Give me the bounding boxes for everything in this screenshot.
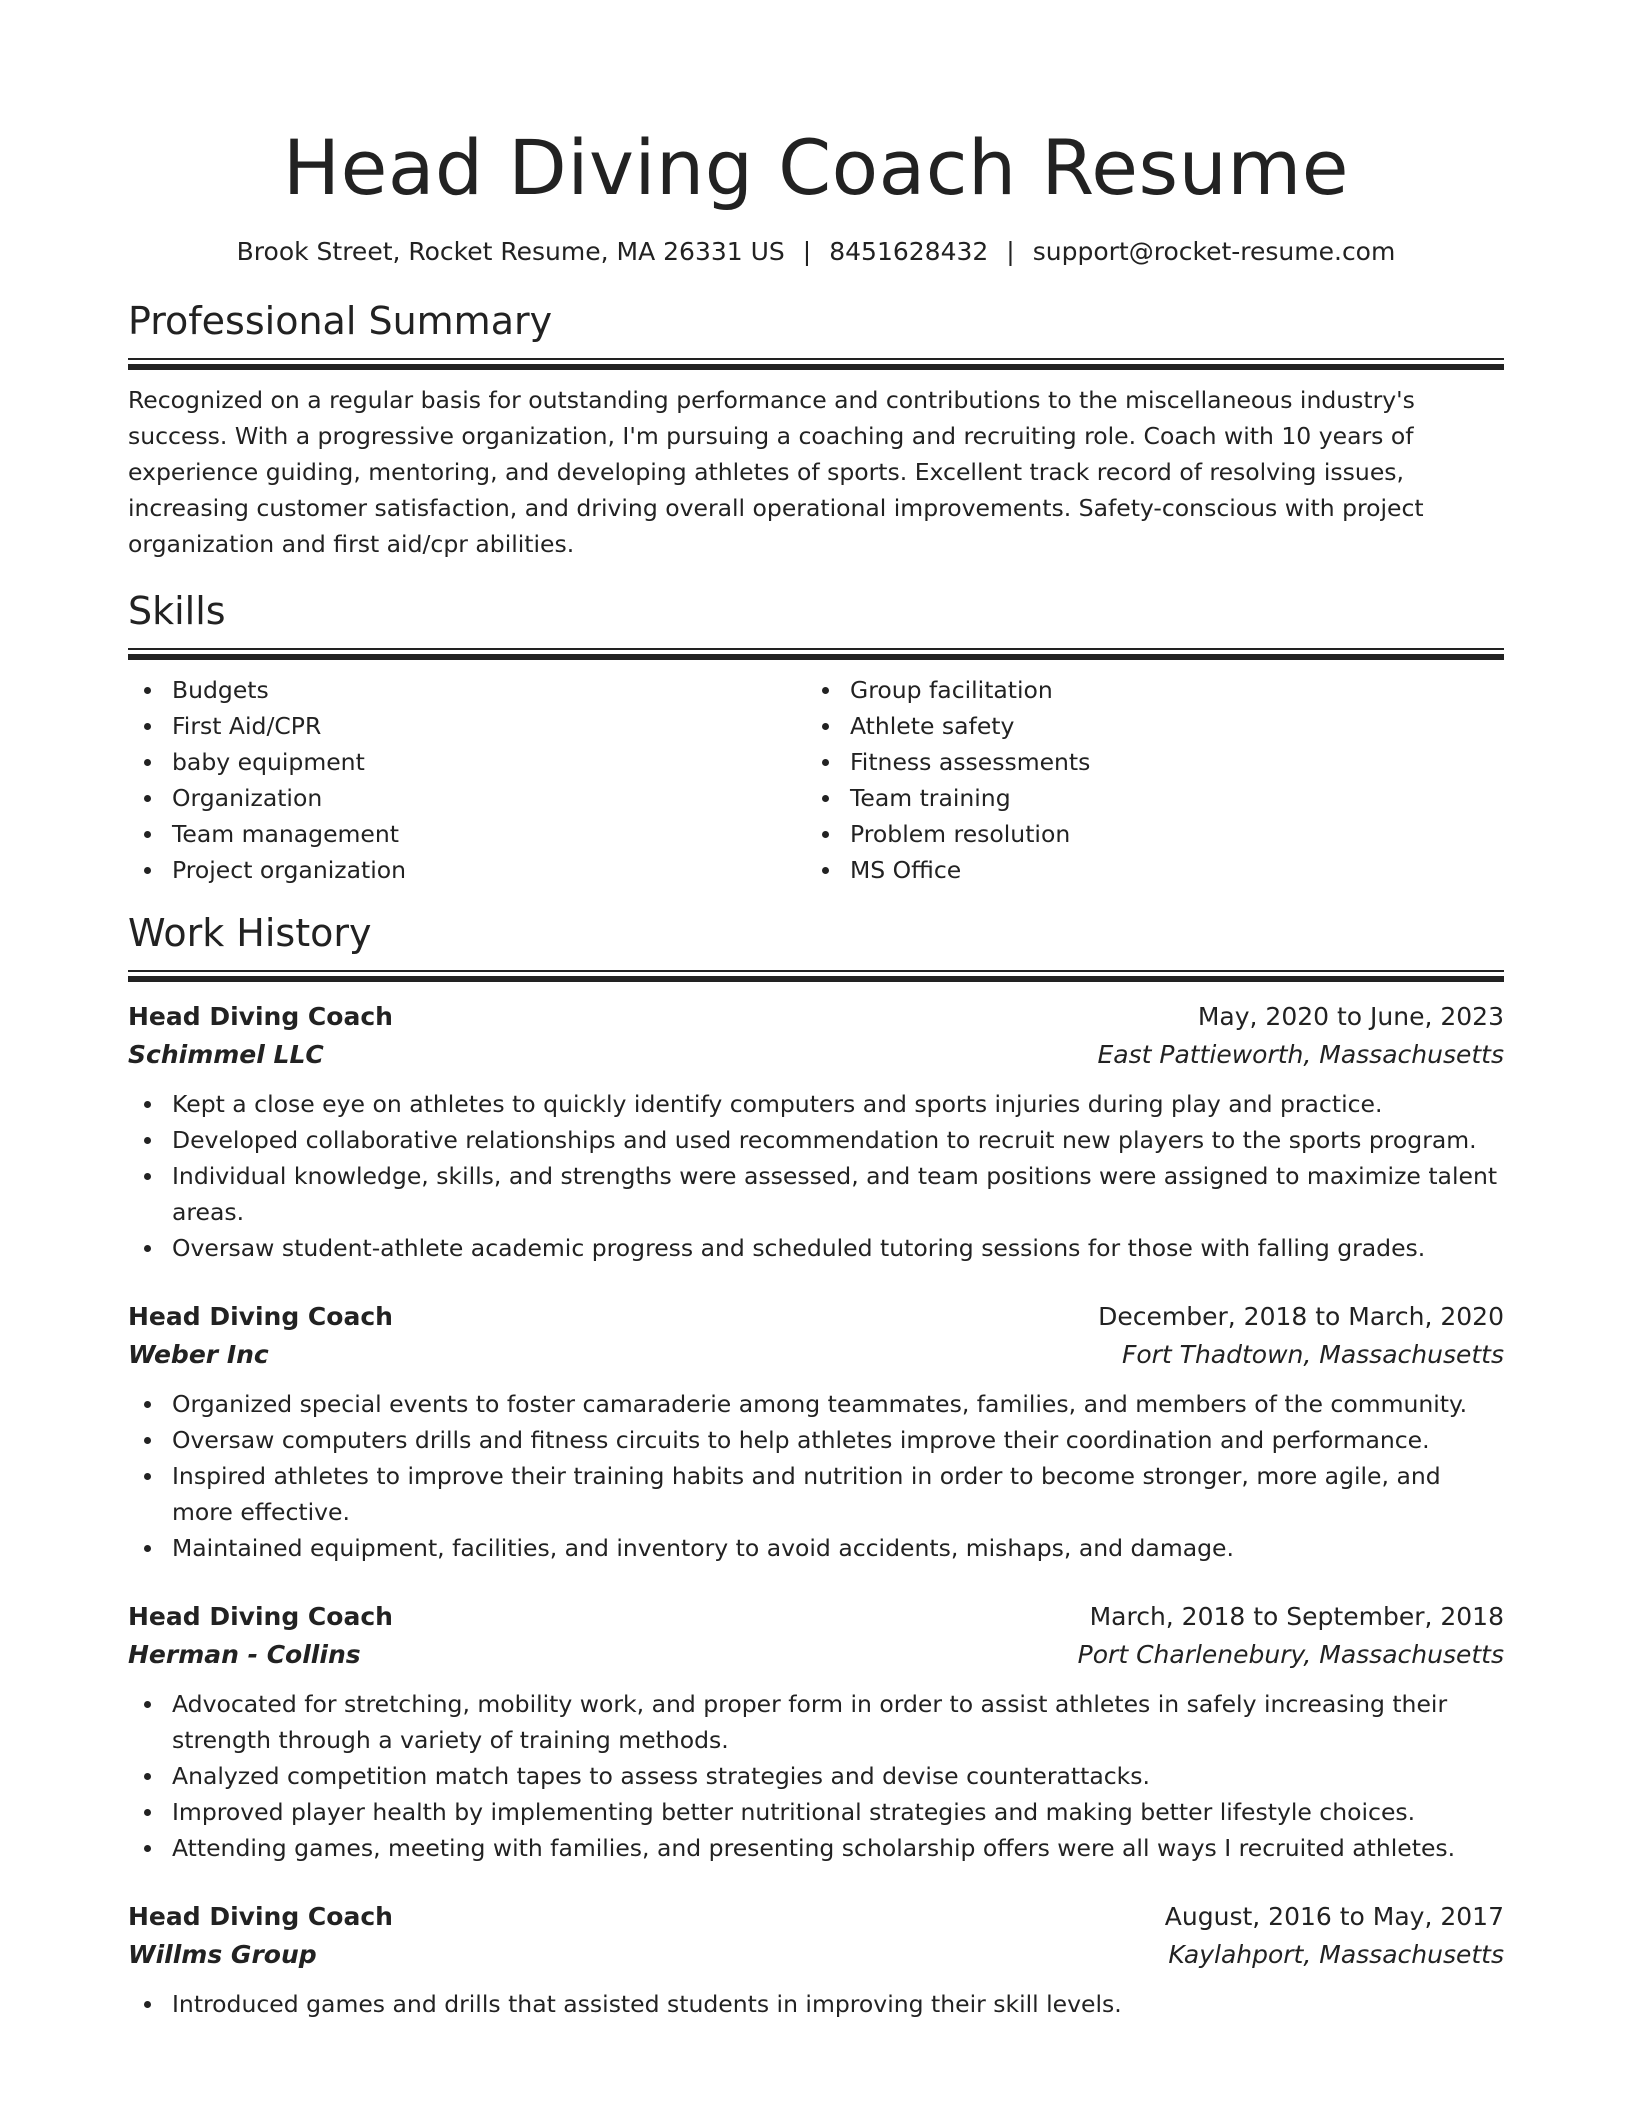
page-title: Head Diving Coach Resume bbox=[282, 123, 1350, 212]
job-bullets bbox=[128, 1986, 1504, 2022]
job-bullet: Improved player health by implementing better nutritional strategies and making better lifestyle choices. bbox=[172, 1794, 1504, 1830]
job-bullets bbox=[128, 1686, 1504, 1866]
skill-item: Group facilitation bbox=[850, 672, 1484, 708]
job-entry bbox=[128, 1298, 1504, 1566]
job-title: Head Diving Coach bbox=[128, 1602, 393, 1631]
job-dates: December, 2018 to March, 2020 bbox=[1098, 1302, 1504, 1331]
skill-item: Team training bbox=[850, 780, 1484, 816]
job-bullet: Introduced games and drills that assisted students in improving their skill levels. bbox=[172, 1986, 1504, 2022]
contact-address: Brook Street, Rocket Resume, MA 26331 US bbox=[236, 237, 785, 266]
summary-text: Recognized on a regular basis for outstanding performance and contributions to the miscellaneous industry's success. With a progressive organization, I'm pursuing a coaching and recruiting role. Coach with 10 years of experience guiding, mentoring, and developing athletes of sports. Excellent track record of resolving issues, increasing customer satisfaction, and driving overall operational improvements. Safety-conscious with project organization and first aid/cpr abilities. bbox=[128, 386, 1424, 558]
job-bullet: Inspired athletes to improve their training habits and nutrition in order to become stronger, more agile, and more effective. bbox=[172, 1458, 1504, 1530]
job-bullet: Individual knowledge, skills, and strengths were assessed, and team positions were assigned to maximize talent areas. bbox=[172, 1158, 1504, 1230]
summary-section bbox=[128, 298, 1504, 562]
job-title: Head Diving Coach bbox=[128, 1902, 393, 1931]
job-location: East Pattieworth, Massachusetts bbox=[1097, 1040, 1504, 1069]
job-bullet: Kept a close eye on athletes to quickly identify computers and sports injuries during play and practice. bbox=[172, 1086, 1504, 1122]
job-bullet: Advocated for stretching, mobility work, and proper form in order to assist athletes in safely increasing their strength through a variety of training methods. bbox=[172, 1686, 1504, 1758]
contact-line bbox=[128, 236, 1504, 268]
skill-item: Athlete safety bbox=[850, 708, 1484, 744]
job-bullet: Organized special events to foster camaraderie among teammates, families, and members of the community. bbox=[172, 1386, 1504, 1422]
job-header-row bbox=[128, 1898, 1504, 1936]
contact-email: support@rocket-resume.com bbox=[1032, 237, 1396, 266]
contact-phone: 8451628432 bbox=[829, 237, 989, 266]
job-entry bbox=[128, 998, 1504, 1266]
skill-item: Problem resolution bbox=[850, 816, 1484, 852]
skills-list-right bbox=[806, 672, 1484, 888]
work-history-section bbox=[128, 910, 1504, 2022]
resume-page bbox=[128, 0, 1504, 2022]
skills-list-left bbox=[128, 672, 806, 888]
skill-item: First Aid/CPR bbox=[172, 708, 806, 744]
job-header-row bbox=[128, 1298, 1504, 1336]
summary-heading: Professional Summary bbox=[128, 299, 553, 343]
job-company: Herman - Collins bbox=[128, 1640, 361, 1669]
skills-columns bbox=[128, 672, 1504, 888]
job-bullets bbox=[128, 1086, 1504, 1266]
skills-section bbox=[128, 588, 1504, 888]
job-title: Head Diving Coach bbox=[128, 1002, 393, 1031]
job-bullet: Maintained equipment, facilities, and inventory to avoid accidents, mishaps, and damage. bbox=[172, 1530, 1504, 1566]
skill-item: Organization bbox=[172, 780, 806, 816]
job-header-row bbox=[128, 1598, 1504, 1636]
job-bullet: Developed collaborative relationships and used recommendation to recruit new players to the sports program. bbox=[172, 1122, 1504, 1158]
job-dates: August, 2016 to May, 2017 bbox=[1164, 1902, 1504, 1931]
job-bullet: Oversaw computers drills and fitness circuits to help athletes improve their coordination and performance. bbox=[172, 1422, 1504, 1458]
skill-item: Team management bbox=[172, 816, 806, 852]
contact-separator: | bbox=[802, 237, 812, 266]
job-bullet: Analyzed competition match tapes to assess strategies and devise counterattacks. bbox=[172, 1758, 1504, 1794]
section-divider bbox=[128, 358, 1504, 370]
job-subheader-row bbox=[128, 1036, 1504, 1074]
job-company: Willms Group bbox=[128, 1940, 317, 1969]
job-subheader-row bbox=[128, 1636, 1504, 1674]
section-divider bbox=[128, 648, 1504, 660]
skill-item: Project organization bbox=[172, 852, 806, 888]
job-subheader-row bbox=[128, 1936, 1504, 1974]
job-bullets bbox=[128, 1386, 1504, 1566]
job-header-row bbox=[128, 998, 1504, 1036]
skills-heading: Skills bbox=[128, 589, 226, 633]
job-location: Kaylahport, Massachusetts bbox=[1168, 1940, 1504, 1969]
skill-item: Fitness assessments bbox=[850, 744, 1484, 780]
skill-item: Budgets bbox=[172, 672, 806, 708]
contact-separator: | bbox=[1006, 237, 1015, 266]
job-entry bbox=[128, 1598, 1504, 1866]
job-location: Port Charlenebury, Massachusetts bbox=[1077, 1640, 1504, 1669]
job-bullet: Oversaw student-athlete academic progress and scheduled tutoring sessions for those with falling grades. bbox=[172, 1230, 1504, 1266]
job-dates: May, 2020 to June, 2023 bbox=[1197, 1002, 1504, 1031]
job-subheader-row bbox=[128, 1336, 1504, 1374]
job-company: Schimmel LLC bbox=[128, 1040, 324, 1069]
skill-item: baby equipment bbox=[172, 744, 806, 780]
job-dates: March, 2018 to September, 2018 bbox=[1089, 1602, 1504, 1631]
section-divider bbox=[128, 970, 1504, 982]
work-history-heading: Work History bbox=[128, 911, 372, 955]
job-company: Weber Inc bbox=[128, 1340, 269, 1369]
job-entry bbox=[128, 1898, 1504, 2022]
job-title: Head Diving Coach bbox=[128, 1302, 393, 1331]
job-bullet: Attending games, meeting with families, and presenting scholarship offers were all ways I recruited athletes. bbox=[172, 1830, 1504, 1866]
skill-item: MS Office bbox=[850, 852, 1484, 888]
job-location: Fort Thadtown, Massachusetts bbox=[1121, 1340, 1504, 1369]
